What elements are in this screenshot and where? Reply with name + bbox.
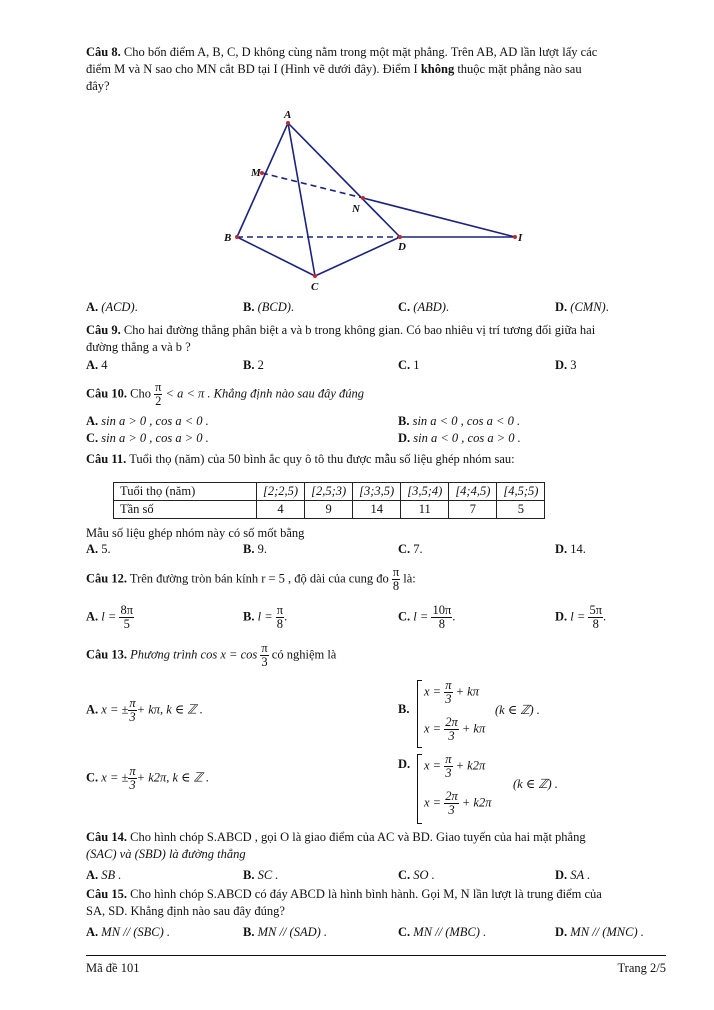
point-N (361, 196, 365, 200)
question-15: Câu 15. Cho hình chóp S.ABCD có đáy ABCD là hình bình hành. Gọi M, N lần lượt là trung điểm của SA, SD. Khẳng định nào sau đây đúng? (86, 887, 602, 918)
option-a: A. l = $\frac{8\pi}{5}$ (86, 603, 134, 631)
option-d-condition: (k ∈ ℤ) . (513, 777, 558, 791)
page-number: Trang 2/5 (617, 961, 666, 975)
option-c: C. 1 (398, 358, 420, 372)
option-a: A. sin a > 0 , cos a < 0 . (86, 414, 209, 428)
option-b-condition: (k ∈ ℤ) . (495, 703, 540, 717)
option-c: C. l = $\frac{10\pi}{8}$ . (398, 603, 456, 631)
edge-BC (237, 237, 315, 276)
option-d: D. (CMN). (555, 300, 609, 314)
option-b: B. sin a < 0 , cos a < 0 . (398, 414, 521, 428)
option-b: B. 2 (243, 358, 264, 372)
question-9: Câu 9. Cho hai đường thẳng phân biệt a và b trong không gian. Có bao nhiêu vị trí tương đối giữa hai đường thẳng a và b ? (86, 323, 596, 354)
question-12: Câu 12. Trên đường tròn bán kính r = 5 , độ dài của cung đo $\frac{\pi}{8}$ là: (86, 565, 416, 593)
label-N: N (352, 203, 360, 215)
edge-CD (315, 237, 400, 276)
label-C: C (311, 281, 319, 293)
system-bracket (417, 754, 422, 824)
question-11: Câu 11. Tuổi thọ (năm) của 50 bình ắc quy ô tô thu được mẫu số liệu ghép nhóm sau: (86, 452, 515, 466)
option-a: A. SB . (86, 868, 122, 882)
label-A: A (284, 109, 292, 121)
question-label: Câu 8. (86, 45, 121, 59)
option-b-key: B. (398, 702, 410, 716)
edge-NI (363, 198, 515, 237)
option-b: B. 9. (243, 542, 267, 556)
option-d: D. sin a < 0 , cos a > 0 . (398, 431, 521, 445)
option-d-line1: x = $\frac{\pi}{3}$ + k2π (424, 752, 486, 780)
table-row: Tuổi thọ (năm) [2;2,5) [2,5;3) [3;3,5) [3,5;4) [4;4,5) [4,5;5) (114, 483, 545, 501)
option-b: B. l = $\frac{\pi}{8}$ . (243, 603, 288, 631)
point-A (286, 121, 290, 125)
option-b: B. (BCD). (243, 300, 295, 314)
question-text: Cho bốn điểm A, B, C, D không cùng nằm trong một mặt phẳng. Trên AB, AD lần lượt lấy các (123, 45, 598, 59)
point-D (398, 235, 402, 239)
option-c: C. (ABD). (398, 300, 450, 314)
edge-MN-hidden (262, 173, 363, 198)
fraction: $\frac{\pi}{2}$ (155, 380, 162, 408)
option-b-line1: x = $\frac{\pi}{3}$ + kπ (424, 678, 479, 706)
option-d: D. l = $\frac{5\pi}{8}$ . (555, 603, 607, 631)
footer-divider (86, 955, 666, 956)
option-c: C. x = ± $\frac{\pi}{3}$ + k2π, k ∈ ℤ . (86, 764, 210, 792)
option-d: D. MN // (MNC) . (555, 925, 644, 939)
option-b: B. SC . (243, 868, 279, 882)
question-text: thuộc mặt phẳng nào sau (457, 62, 582, 76)
option-a: A. MN // (SBC) . (86, 925, 171, 939)
label-M: M (251, 167, 261, 179)
frequency-table (113, 482, 545, 519)
option-d: D. 14. (555, 542, 586, 556)
option-d: D. SA . (555, 868, 591, 882)
table-row: Tần số 4 9 14 11 7 5 (114, 501, 545, 519)
option-a: A. 5. (86, 542, 111, 556)
question-11-prompt: Mẫu số liệu ghép nhóm này có số mốt bằng (86, 526, 305, 540)
option-d: D. 3 (555, 358, 577, 372)
option-a: A. (ACD). (86, 300, 138, 314)
label-D: D (398, 241, 406, 253)
question-text: điểm M và N sao cho MN cắt BD tại I (Hình vẽ dưới đây). Điểm I (86, 62, 418, 76)
label-B: B (224, 232, 232, 244)
option-a: A. 4 (86, 358, 108, 372)
point-B (235, 235, 239, 239)
exam-code: Mã đề 101 (86, 961, 140, 975)
question-13: Câu 13. Phương trình cos x = cos $\frac{\pi}{3}$ có nghiệm là (86, 641, 337, 669)
label-I: I (518, 232, 523, 244)
geometry-figure (215, 105, 535, 295)
option-d-line2: x = $\frac{2\pi}{3}$ + k2π (424, 789, 492, 817)
question-10: Câu 10. Cho $\frac{\pi}{2}$ < a < π . Khẳng định nào sau đây đúng (86, 380, 364, 408)
option-d-key: D. (398, 757, 411, 771)
question-14: Câu 14. Cho hình chóp S.ABCD , gọi O là giao điểm của AC và BD. Giao tuyến của hai mặt phẳng (SAC) và (SBD) là đường thẳng (86, 830, 586, 861)
option-b-line2: x = $\frac{2\pi}{3}$ + kπ (424, 715, 486, 743)
question-emphasis: không (420, 62, 455, 76)
option-a: A. x = ± $\frac{\pi}{3}$ + kπ, k ∈ ℤ . (86, 696, 203, 724)
point-I (513, 235, 517, 239)
question-text: đây? (86, 79, 110, 93)
system-bracket (417, 680, 422, 748)
option-b: B. MN // (SAD) . (243, 925, 328, 939)
point-C (313, 274, 317, 278)
option-c: C. 7. (398, 542, 423, 556)
option-c: C. SO . (398, 868, 435, 882)
edge-AB (237, 123, 288, 237)
option-c: C. sin a > 0 , cos a > 0 . (86, 431, 209, 445)
option-c: C. MN // (MBC) . (398, 925, 487, 939)
question-8 (86, 44, 666, 95)
